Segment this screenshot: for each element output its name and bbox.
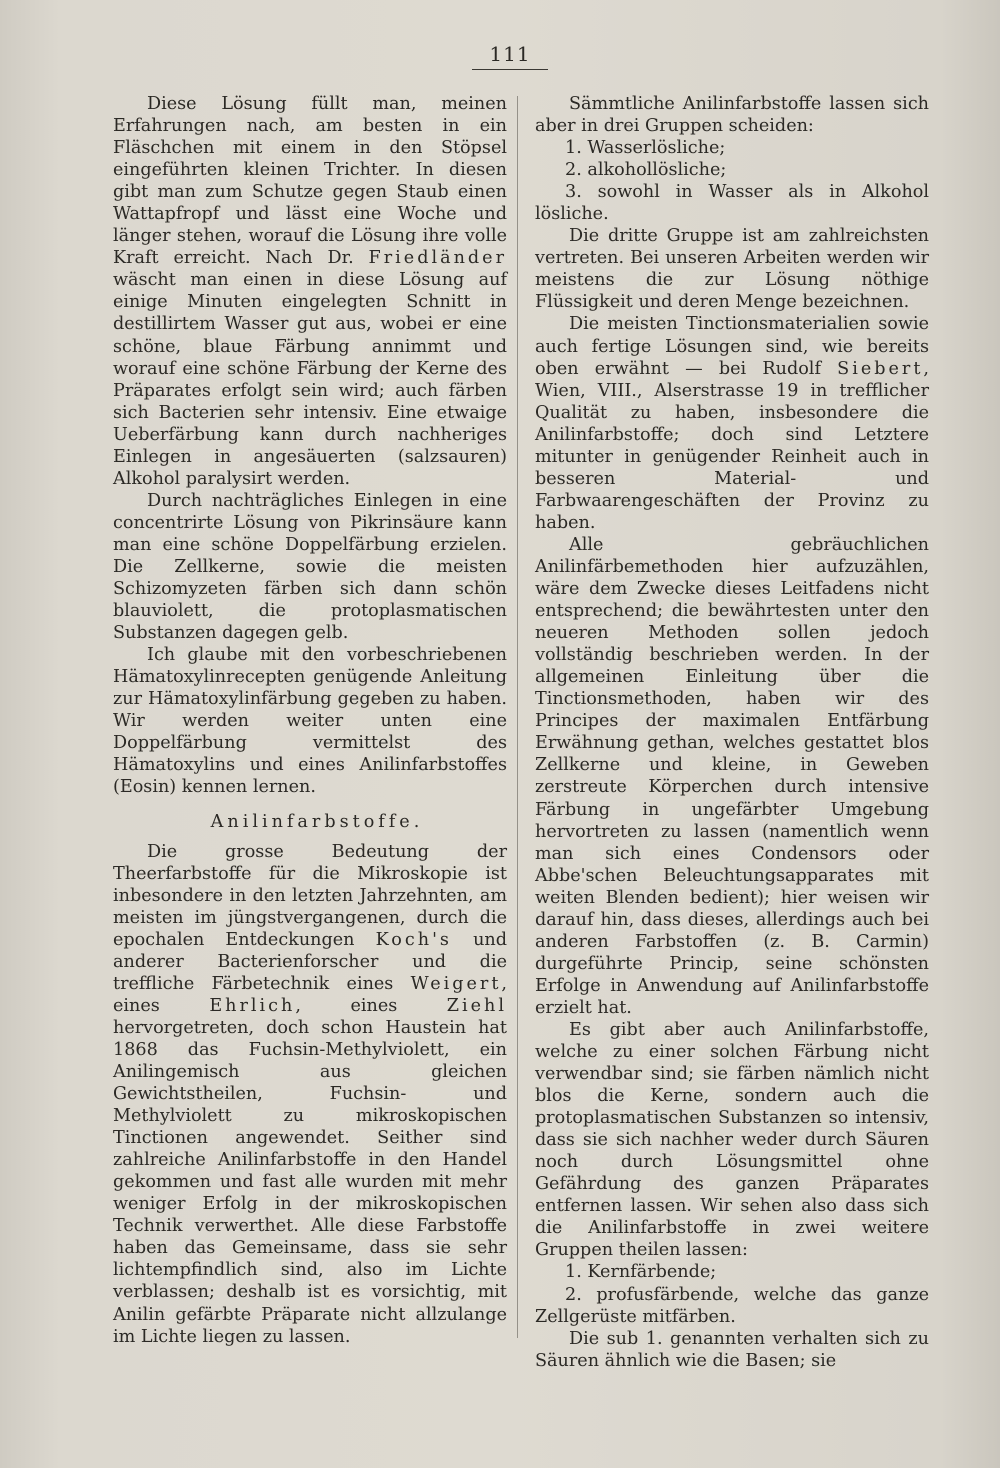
paragraph-text: wäscht man einen in diese Lösung auf einige Minuten eingelegten Schnitt in destillirtem Wasser gut aus, wobei er eine schöne, blaue Färbung annimmt und worauf eine schöne Färbung der Kerne des Präparates erfolgt sein wird; auch färben sich Bacterien sehr intensiv. Eine etwaige Ueberfärbung kann durch nachheriges Einlegen in angesäuerten (salzsauren) Alkohol paralysirt werden.	[113, 270, 507, 489]
list-item: 1. Kernfärbende;	[565, 1262, 717, 1283]
paragraph-text: , Wien, VIII., Alserstrasse 19 in trefflicher Qualität zu haben, insbesondere die Anilinfarbstoffe; doch sind Letztere mitunter in genügender Reinheit auch in besseren Material- und Farbwaarengeschäften der Provinz zu haben.	[535, 358, 929, 533]
paragraph: Es gibt aber auch Anilinfarbstoffe, welche zu einer solchen Färbung nicht verwendbar sind; sie färben nämlich nicht blos die Kerne, sondern auch die protoplasmatischen Substanzen so intensiv, dass sie sich nachher weder durch Säuren noch durch Lösungsmittel ohne Gefährdung des ganzen Präparates entfernen lassen. Wir sehen also dass sich die Anilinfarbstoffe in zwei weitere Gruppen theilen lassen:	[535, 1019, 929, 1261]
paragraph-text: hervorgetreten, doch schon Haustein hat 1868 das Fuchsin-Methylviolett, ein Anilingemisch aus gleichen Gewichtstheilen, Fuchsin- und Methylviolett zu mikroskopischen Tinctionen angewendet. Seither sind zahlreiche Anilinfarbstoffe in den Handel gekommen und fast alle wurden mit mehr weniger Erfolg in der mikroskopischen Technik verwerthet. Alle diese Farbstoffe haben das Gemeinsame, dass sie sehr lichtempfindlich sind, also im Lichte verblassen; deshalb ist es vorsichtig, mit Anilin gefärbte Präparate nicht allzulange im Lichte liegen zu lassen.	[113, 1017, 507, 1347]
left-column	[113, 93, 507, 1348]
paragraph	[113, 841, 507, 1348]
paragraph: Durch nachträgliches Einlegen in eine concentrirte Lösung von Pikrinsäure kann man eine schöne Doppelfärbung erzielen. Die Zellkerne, sowie die meisten Schizomyzeten färben sich dann schön blauviolett, die protoplasmatischen Substanzen dagegen gelb.	[113, 490, 507, 644]
paragraph: Die sub 1. genannten verhalten sich zu Säuren ähnlich wie die Basen; sie	[535, 1328, 929, 1371]
list-item: 3. sowohl in Wasser als in Alkohol lösliche.	[535, 182, 929, 225]
column-divider	[517, 96, 518, 1338]
paragraph-text: und anderer Bacterienforscher und die treffliche Färbetechnik eines	[113, 929, 507, 994]
author-name: Koch's	[375, 929, 452, 950]
right-column	[535, 93, 929, 1372]
page-number: 111	[472, 42, 548, 70]
author-name: Siebert	[837, 358, 924, 379]
paragraph	[535, 313, 929, 533]
paragraph	[113, 93, 507, 490]
author-name: Ziehl	[446, 995, 508, 1016]
author-name: Weigert	[410, 973, 502, 994]
list-item: 2. alkohollösliche;	[565, 160, 727, 181]
paragraph-text: Die meisten Tinctionsmaterialien sowie auch fertige Lösungen sind, wie bereits oben erwähnt — bei Rudolf	[535, 314, 929, 379]
paragraph-text: , eines	[113, 973, 507, 1016]
author-name: Ehrlich	[209, 995, 296, 1016]
paragraph-text: Die grosse Bedeutung der Theerfarbstoffe für die Mikroskopie ist inbesondere in den letzten Jahrzehnten, am meisten im jüngstvergangenen, durch die epochalen Entdeckungen	[113, 841, 507, 950]
paragraph-text: Diese Lösung füllt man, meinen Erfahrungen nach, am besten in ein Fläschchen mit einem in den Stöpsel eingeführten kleinen Trichter. In diesen gibt man zum Schutze gegen Staub einen Wattapfropf und lässt eine Woche und länger stehen, worauf die Lösung ihre volle Kraft erreicht. Nach Dr.	[113, 94, 507, 269]
paragraph: Die dritte Gruppe ist am zahlreichsten vertreten. Bei unseren Arbeiten werden wir meistens die zur Lösung nöthige Flüssigkeit und deren Menge bezeichnen.	[535, 226, 929, 313]
paragraph: Alle gebräuchlichen Anilinfärbemethoden hier aufzuzählen, wäre dem Zwecke dieses Leitfadens nicht entsprechend; die bewährtesten unter den neueren Methoden sollen jedoch vollständig beschrieben werden. In der allgemeinen Einleitung über die Tinctionsmethoden, haben wir des Principes der maximalen Entfärbung Erwähnung gethan, welches gestattet blos Zellkerne und kleine, in Geweben zerstreute Körperchen durch intensive Färbung in ungefärbter Umgebung hervortreten zu lassen (namentlich wenn man sich eines Condensors oder Abbe'schen Beleuchtungsapparates mit weiten Blenden bedient); hier weisen wir darauf hin, dass dieses, allerdings auch bei anderen Farbstoffen (z. B. Carmin) durgeführte Princip, seine schönsten Erfolge in Anwendung auf Anilinfarbstoffe erzielt hat.	[535, 534, 929, 1018]
paragraph: Sämmtliche Anilinfarbstoffe lassen sich aber in drei Gruppen scheiden:	[535, 94, 929, 137]
list-item: 1. Wasserlösliche;	[565, 138, 726, 159]
list-item: 2. profusfärbende, welche das ganze Zellgerüste mitfärben.	[535, 1284, 929, 1327]
section-heading: Anilinfarbstoffe.	[210, 811, 424, 832]
paragraph: Ich glaube mit den vorbeschriebenen Hämatoxylinrecepten genügende Anleitung zur Hämatoxylinfärbung gegeben zu haben. Wir werden weiter unten eine Doppelfärbung vermittelst des Hämatoxylins und eines Anilinfarbstoffes (Eosin) kennen lernen.	[113, 645, 507, 798]
author-name: Friedländer	[368, 248, 507, 269]
paragraph-text: , eines	[295, 995, 398, 1016]
